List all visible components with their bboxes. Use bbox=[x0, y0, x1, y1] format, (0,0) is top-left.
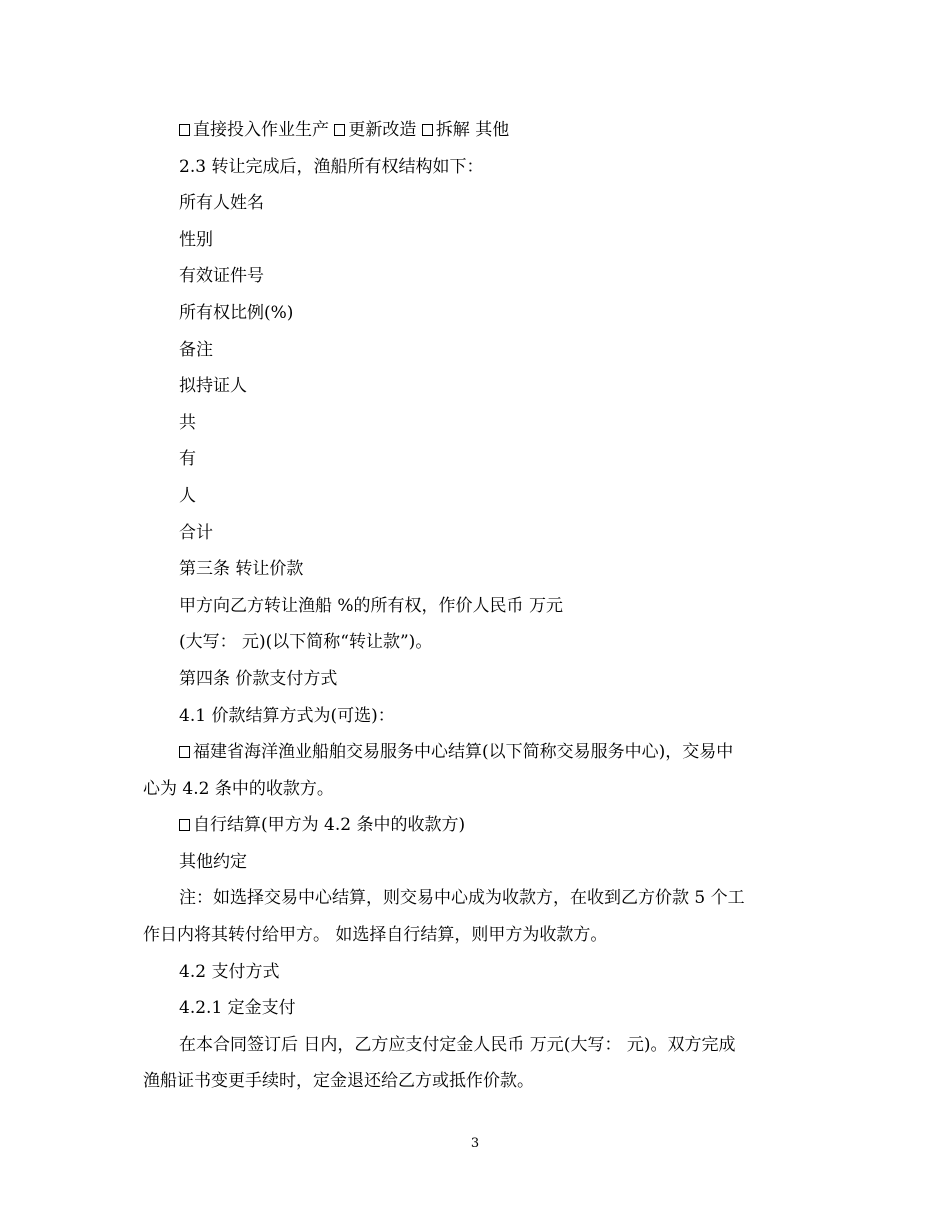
article-4-title: 第四条 价款支付方式 bbox=[179, 668, 338, 689]
option-self-settlement-text: 自行结算(甲方为 4.2 条中的收款方) bbox=[193, 815, 466, 836]
option-trading-center-text: 福建省海洋渔业船舶交易服务中心结算(以下简称交易服务中心)，交易中 bbox=[193, 742, 734, 763]
article-3-text-2: (大写： 元)(以下简称“转让款”)。 bbox=[179, 632, 433, 653]
field-ownership-ratio: 所有权比例(%) bbox=[179, 302, 294, 323]
clause-2-3: 2.3 转让完成后，渔船所有权结构如下： bbox=[179, 156, 484, 177]
deposit-line-2: 渔船证书变更手续时，定金退还给乙方或抵作价款。 bbox=[143, 1071, 534, 1092]
article-3-title: 第三条 转让价款 bbox=[179, 559, 304, 580]
field-owner-name: 所有人姓名 bbox=[179, 193, 264, 214]
option-direct-production: 直接投入作业生产 bbox=[193, 120, 329, 140]
field-co-owner-2: 有 bbox=[179, 449, 196, 470]
clause-4-2-1: 4.2.1 定金支付 bbox=[179, 998, 296, 1019]
checkbox-trading-center[interactable] bbox=[179, 746, 190, 758]
option-other: 其他 bbox=[469, 120, 510, 140]
other-agreement: 其他约定 bbox=[179, 851, 247, 872]
note-line-1: 注：如选择交易中心结算，则交易中心成为收款方，在收到乙方价款 5 个工 bbox=[179, 888, 745, 909]
option-trading-center-cont: 心为 4.2 条中的收款方。 bbox=[143, 778, 334, 799]
clause-4-2: 4.2 支付方式 bbox=[179, 961, 280, 982]
field-gender: 性别 bbox=[179, 229, 213, 250]
field-remarks: 备注 bbox=[179, 339, 213, 360]
option-self-settlement-line bbox=[143, 807, 803, 844]
document-body bbox=[143, 112, 803, 1100]
article-3-text: 甲方向乙方转让渔船 %的所有权，作价人民币 万元 bbox=[179, 595, 563, 616]
field-co-owner-1: 共 bbox=[179, 412, 196, 433]
deposit-line-1: 在本合同签订后 日内，乙方应支付定金人民币 万元(大写： 元)。双方完成 bbox=[179, 1034, 736, 1055]
note-line-2: 作日内将其转付给甲方。 如选择自行结算，则甲方为收款方。 bbox=[143, 925, 608, 946]
field-total: 合计 bbox=[179, 522, 213, 543]
purpose-options-line bbox=[143, 112, 803, 149]
page-number: 3 bbox=[470, 1136, 480, 1151]
option-trading-center-line bbox=[143, 734, 803, 771]
clause-4-1: 4.1 价款结算方式为(可选)： bbox=[179, 705, 395, 726]
checkbox-direct-production[interactable] bbox=[179, 124, 190, 136]
checkbox-self-settlement[interactable] bbox=[179, 819, 190, 831]
checkbox-renovation[interactable] bbox=[334, 124, 345, 136]
option-renovation: 更新改造 bbox=[348, 120, 417, 140]
field-id-number: 有效证件号 bbox=[179, 266, 264, 287]
option-dismantle: 拆解 bbox=[435, 120, 470, 140]
checkbox-dismantle[interactable] bbox=[422, 124, 433, 136]
field-proposed-holder: 拟持证人 bbox=[179, 376, 247, 397]
field-co-owner-3: 人 bbox=[179, 485, 196, 506]
